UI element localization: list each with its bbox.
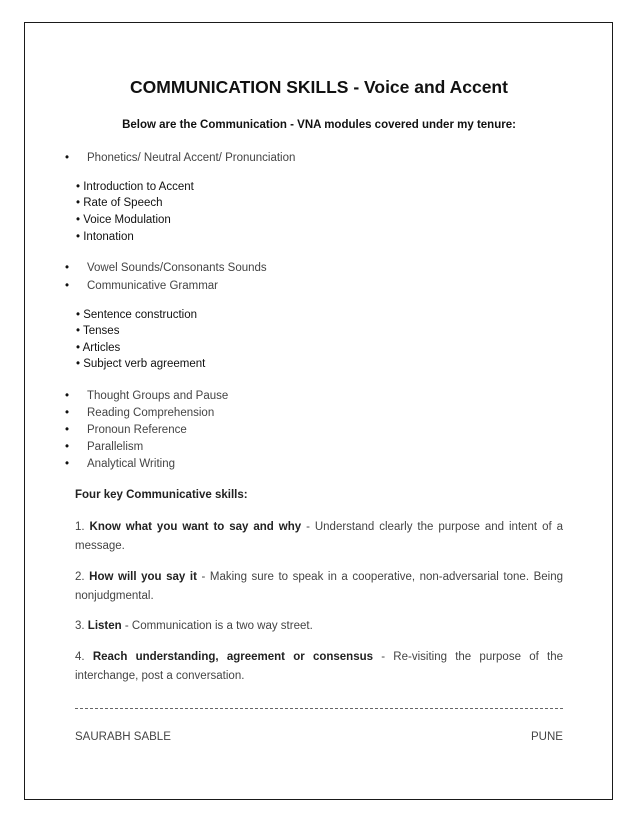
module-item: [65, 441, 144, 453]
module-item: [65, 458, 175, 470]
submodule-item: • Rate of Speech: [76, 197, 163, 209]
bullet-icon: •: [65, 280, 70, 292]
bullet-icon: •: [65, 390, 70, 402]
page-subtitle: Below are the Communication - VNA modules covered under my tenure:: [122, 119, 516, 131]
module-item: [65, 407, 215, 419]
submodule-item: • Sentence construction: [76, 309, 198, 321]
footer-name: SAURABH SABLE: [75, 731, 171, 743]
submodule-item: • Intonation: [76, 231, 134, 243]
skill-paragraph: 1. Know what you want to say and why - Understand clearly the purpose and intent of a message.: [75, 521, 563, 552]
module-label: Pronoun Reference: [87, 424, 187, 436]
bullet-icon: •: [65, 407, 70, 419]
bullet-icon: •: [65, 458, 70, 470]
module-label: Vowel Sounds/Consonants Sounds: [87, 262, 267, 274]
footer-city: PUNE: [531, 731, 563, 743]
module-label: Thought Groups and Pause: [87, 390, 229, 402]
skill-key: Listen: [87, 620, 122, 632]
module-item: [65, 390, 229, 402]
submodule-item: • Articles: [76, 342, 121, 354]
module-item: [65, 280, 218, 292]
submodule-item: • Introduction to Accent: [76, 181, 194, 193]
skill-paragraph: 2. How will you say it - Making sure to speak in a cooperative, non-adversarial tone. Being nonjudgmental.: [75, 571, 563, 602]
page-title: COMMUNICATION SKILLS - Voice and Accent: [130, 77, 508, 97]
module-label: Communicative Grammar: [87, 280, 218, 292]
skill-paragraph: 3. Listen - Communication is a two way street.: [75, 620, 313, 632]
module-label: Analytical Writing: [87, 458, 175, 470]
divider: [75, 708, 563, 709]
bullet-icon: •: [65, 152, 70, 164]
submodule-item: • Tenses: [76, 325, 120, 337]
module-label: Reading Comprehension: [87, 407, 215, 419]
module-item: [65, 152, 296, 164]
submodule-item: • Subject verb agreement: [76, 358, 206, 370]
bullet-icon: •: [65, 441, 70, 453]
bullet-icon: •: [65, 262, 70, 274]
skills-heading: Four key Communicative skills:: [75, 489, 248, 501]
bullet-icon: •: [65, 424, 70, 436]
skill-key: Know what you want to say and why: [89, 521, 302, 533]
skill-key: Reach understanding, agreement or consensus: [92, 651, 374, 663]
module-label: Parallelism: [87, 441, 144, 453]
module-label: Phonetics/ Neutral Accent/ Pronunciation: [87, 152, 296, 164]
module-item: [65, 262, 267, 274]
skill-key: How will you say it: [89, 571, 197, 583]
module-item: [65, 424, 187, 436]
skill-paragraph: 4. Reach understanding, agreement or consensus - Re-visiting the purpose of the interchange, post a conversation.: [75, 651, 563, 682]
submodule-item: • Voice Modulation: [76, 214, 171, 226]
